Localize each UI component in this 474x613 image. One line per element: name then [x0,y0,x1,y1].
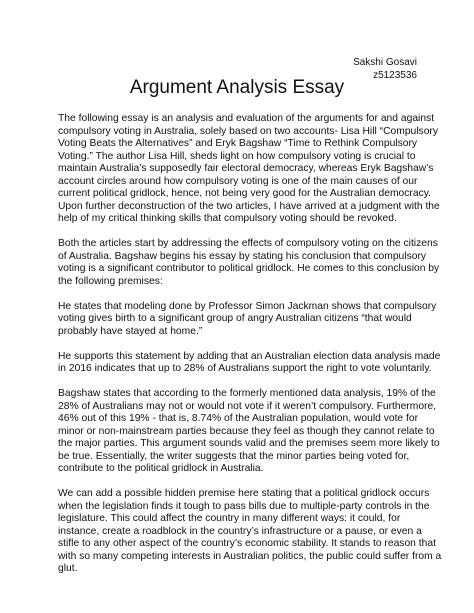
paragraph-line: Voting.” The author Lisa Hill, sheds light on how compulsory voting is crucial to [58,150,416,162]
paragraph-line: the major parties. This argument sounds valid and the premises seem more likely to [58,438,440,449]
essay-paragraph [58,300,437,339]
paragraph-line: in 2016 indicates that up to 28% of Australians support the right to vote voluntarily. [58,363,432,374]
paragraph-line: the following premises: [58,275,163,287]
essay-paragraph [58,113,440,226]
essay-title: Argument Analysis Essay [129,77,345,98]
essay-paragraph [58,350,441,376]
paragraph-line: Upon further deconstruction of the two articles, I have arrived at a judgment with the [58,200,440,212]
paragraph-line: contribute to the political gridlock in Australia. [58,463,264,474]
paragraph-line: maintain Australia’s supposedly fair electoral democracy, whereas Eryk Bagshaw’s [58,163,434,174]
paragraph-line: help of my critical thinking skills that compulsory voting should be revoked. [58,213,397,224]
paragraph-line: Bagshaw states that according to the formerly mentioned data analysis, 19% of the [58,388,436,399]
paragraph-line: stifle to any other aspect of the country’s economic stability. It stands to reason that [58,538,436,549]
paragraph-line: minor or non-mainstream parties because they feel as though they cannot relate to [58,425,435,437]
paragraph-line: probably have stayed at home.” [58,325,203,337]
paragraph-line: with so many competing interests in Australian politics, the public could suffer from a [58,550,442,562]
essay-paragraph [58,388,440,476]
paragraph-line: We can add a possible hidden premise here stating that a political gridlock occurs [58,488,430,499]
paragraph-line: 28% of Australians may not or would not vote if it weren’t compulsory. Furthermore, [58,400,437,412]
paragraph-line: be true. Essentially, the writer suggests that the minor parties being voted for, [58,450,410,462]
essay-body [58,113,442,588]
paragraph-line: compulsory voting in Australia, solely based on two accounts- Lisa Hill “Compulsory [58,125,439,137]
paragraph-line: Voting Beats the Alternatives” and Eryk Bagshaw “Time to Rethink Compulsory [58,138,418,149]
paragraph-line: of Australia. Bagshaw begins his essay by stating his conclusion that compulsory [58,250,427,262]
paragraph-line: 46% out of this 19% - that is, 8.74% of the Australian population, would vote for [58,413,419,424]
author-name: Sakshi Gosavi [353,57,417,68]
paragraph-line: account circles around how compulsory voting is one of the main causes of our [58,175,418,187]
paragraph-line: He states that modeling done by Professor Simon Jackman shows that compulsory [58,300,437,312]
paragraph-line: Both the articles start by addressing the effects of compulsory voting on the citizens [58,238,438,249]
paragraph-line: voting gives birth to a significant group of angry Australian citizens “that would [58,313,412,324]
paragraph-line: instance, create a roadblock in the country’s infrastructure or a pause, or even a [58,525,422,537]
student-id: z5123536 [373,70,417,81]
paragraph-line: current political gridlock, hence, not being very good for the Australian democracy. [58,188,431,199]
paragraph-line: legislature. This could affect the country in many different ways: it could, for [58,513,401,524]
paragraph-line: glut. [58,563,78,574]
paragraph-line: He supports this statement by adding that an Australian election data analysis made [58,350,441,362]
paragraph-line: voting is a significant contributor to political gridlock. He comes to this conclusion by [58,263,440,274]
essay-paragraph [58,488,442,576]
essay-paragraph [58,238,440,288]
paragraph-line: The following essay is an analysis and evaluation of the arguments for and against [58,113,435,124]
paragraph-line: when the legislation finds it tough to pass bills due to multiple-party controls in the [58,500,430,512]
